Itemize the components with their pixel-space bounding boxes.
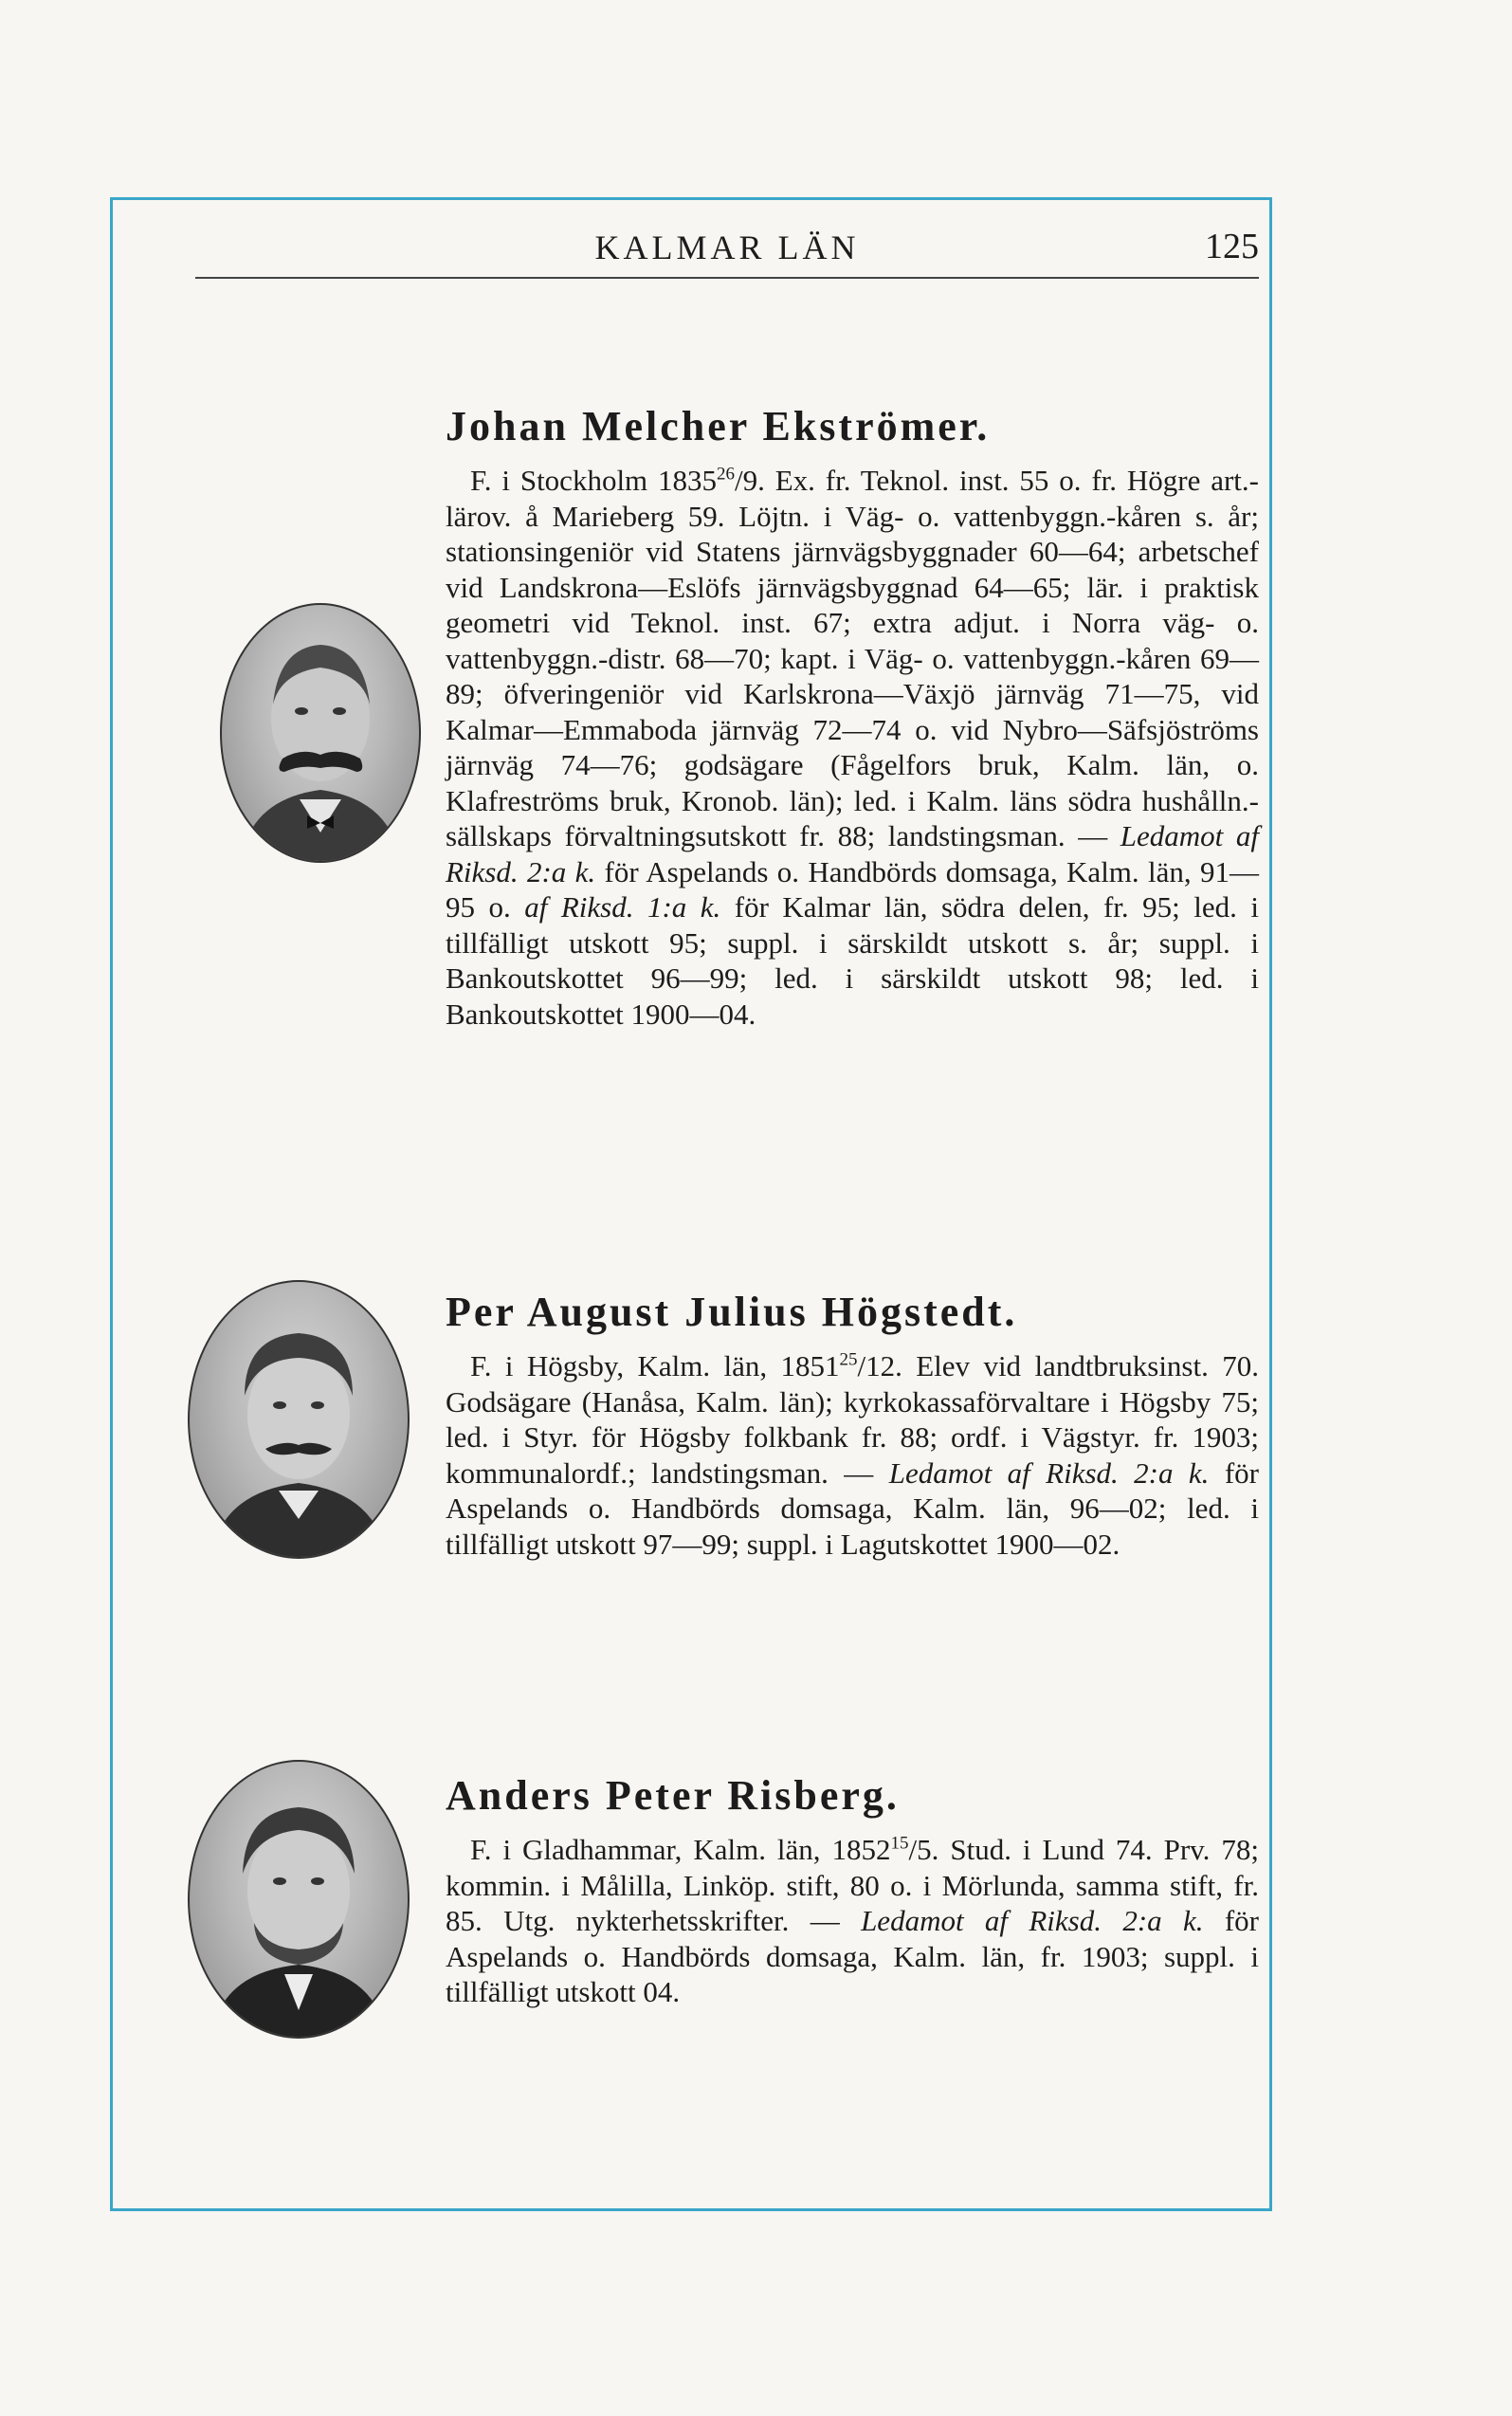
body-text: för Aspelands o. Handbörds domsaga, Kalm. län, fr. 1903; suppl. i tillfälligt utskott 04. xyxy=(446,1904,1259,2008)
portrait-hogstedt-image xyxy=(190,1282,408,1557)
portrait-risberg xyxy=(188,1760,410,2039)
body-text: för Kalmar län, södra delen, fr. 95; led. i tillfälligt utskott 95; suppl. i särskildt utskott s. år; suppl. i Bankoutskottet 96—99; led. i särskildt utskott 98; led. i Bankoutskottet 1900—04. xyxy=(446,890,1259,1031)
entry-body xyxy=(446,463,1259,1032)
date-superscript: 15 xyxy=(890,1833,909,1854)
entry-name: Johan Melcher Ekströmer. xyxy=(446,403,991,449)
body-text: /5. Stud. i Lund 74. Prv. 78; kommin. i Målilla, Linköp. stift, 80 o. i Mörlunda, samma stift, fr. 85. Utg. nykterhetsskrifter. — xyxy=(446,1833,1259,1937)
body-text: för Aspelands o. Handbörds domsaga, Kalm. län, 96—02; led. i tillfälligt utskott 97—99; suppl. i Lagutskottet 1900—02. xyxy=(446,1455,1259,1561)
portrait-risberg-image xyxy=(190,1762,408,2037)
entry-name: Per August Julius Högstedt. xyxy=(446,1289,1018,1335)
entry-ekstromer xyxy=(446,400,1259,1032)
entry-risberg xyxy=(446,1769,1259,2010)
italic-text: af Riksd. 1:a k. xyxy=(524,890,721,924)
portrait-hogstedt xyxy=(188,1280,410,1559)
italic-text: Ledamot af Riksd. 2:a k. xyxy=(446,819,1259,888)
date-superscript: 25 xyxy=(839,1349,858,1370)
page-number: 125 xyxy=(1205,227,1259,266)
body-text: F. i Gladhammar, Kalm. län, 1852 xyxy=(470,1833,891,1866)
entry-hogstedt xyxy=(446,1286,1259,1562)
body-text: F. i Högsby, Kalm. län, 1851 xyxy=(470,1349,840,1382)
date-superscript: 26 xyxy=(717,464,736,485)
body-text: för Aspelands o. Handbörds domsaga, Kalm. län, 91—95 o. xyxy=(446,854,1259,924)
header-rule xyxy=(195,277,1259,279)
body-text: F. i Stockholm 1835 xyxy=(470,464,718,497)
entry-body xyxy=(446,1348,1259,1562)
italic-text: Ledamot af Riksd. 2:a k. xyxy=(888,1455,1210,1490)
entry-body xyxy=(446,1832,1259,2010)
italic-text: Ledamot af Riksd. 2:a k. xyxy=(861,1904,1204,1937)
body-text: /9. Ex. fr. Teknol. inst. 55 o. fr. Högre art.-lärov. å Marieberg 59. Löjtn. i Väg- o. vattenbyggn.-kåren s. år; stationsingeniör vid Statens järnvägsbyggnader 60—64; arbetschef vid Landskrona—Eslöfs järnvägsbyggnad 64—65; lär. i praktisk geometri vid Teknol. inst. 67; extra adjut. i Norra väg- o. vattenbyggn.-distr. 68—70; kapt. i Väg- o. vattenbyggn.-kåren 69—89; öfveringeniör vid Karlskrona—Växjö järnväg 71—75, vid Kalmar—Emmaboda järnväg 72—74 o. vid Nybro—Säfsjöströms järnväg 74—76; godsägare (Fågelfors bruk, Kalm. län, o. Klafreströms bruk, Kronob. län); led. i Kalm. läns södra hushålln.-sällskaps förvaltningsutskott fr. 88; landstingsman. — xyxy=(446,464,1259,852)
running-head: KALMAR LÄN xyxy=(594,229,860,266)
entry-name: Anders Peter Risberg. xyxy=(446,1772,900,1819)
portrait-ekstromer xyxy=(220,603,421,863)
portrait-ekstromer-image xyxy=(222,605,419,861)
body-text: /12. Elev vid landtbruksinst. 70. Godsägare (Hanåsa, Kalm. län); kyrkokassaförvaltare i Högsby 75; led. i Styr. för Högsby folkbank fr. 88; ordf. i Vägstyr. fr. 1903; kommunalordf.; landstingsman. — xyxy=(446,1349,1259,1490)
page-header xyxy=(195,228,1259,284)
